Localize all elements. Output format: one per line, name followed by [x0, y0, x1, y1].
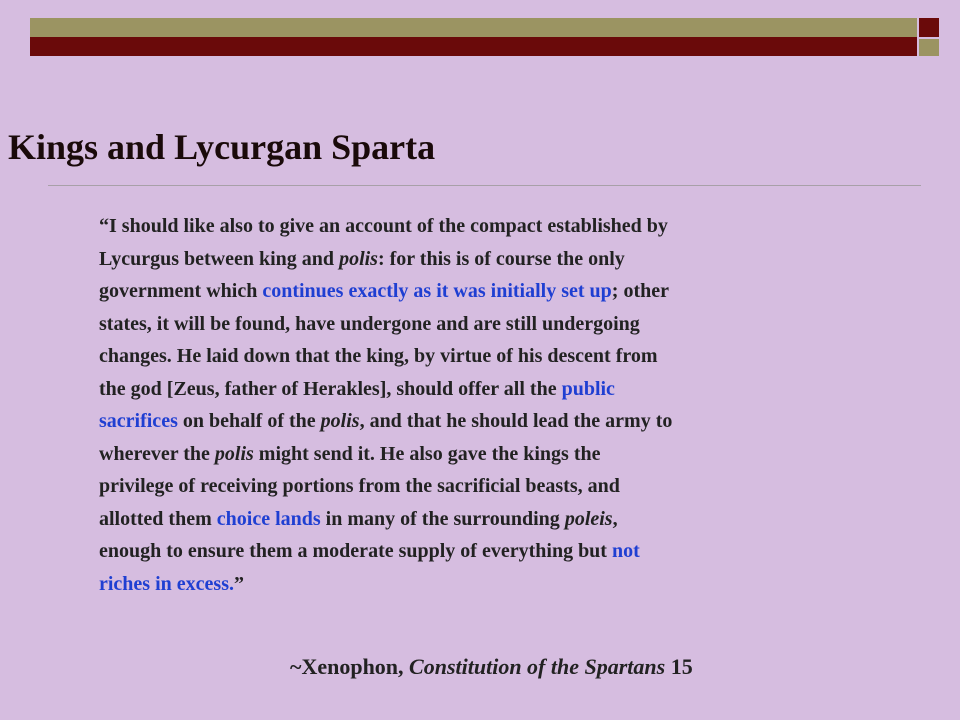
- quote-line: [99, 405, 869, 438]
- quote-text: ,: [612, 507, 618, 530]
- quote-line: [99, 275, 869, 308]
- quote-line: [99, 438, 869, 471]
- quote-text: on behalf of the: [177, 410, 321, 432]
- quote-highlight: choice lands: [216, 507, 321, 530]
- quote-text: Lycurgus between king and: [99, 247, 340, 270]
- quote-text: changes. He laid down that the king, by virtue of his descent from: [99, 345, 658, 367]
- quote-text: allotted them: [99, 507, 217, 530]
- quote-text: states, it will be found, have undergone and are still undergoing: [99, 312, 640, 335]
- quote-highlight: riches in excess.: [99, 572, 234, 595]
- quote-italic-term: polis: [339, 247, 378, 270]
- quote-text: “I should like also to give an account of the compact established by: [99, 215, 668, 237]
- quote-block: [99, 210, 869, 600]
- quote-text: might send it. He also gave the kings the: [253, 442, 601, 465]
- quote-italic-term: poleis: [564, 507, 613, 530]
- quote-line: [99, 503, 869, 536]
- quote-line: [99, 243, 869, 276]
- attribution-section: 15: [665, 654, 693, 679]
- slide-title: Kings and Lycurgan Sparta: [8, 127, 436, 167]
- quote-text: in many of the surrounding: [320, 507, 565, 530]
- quote-highlight: not: [611, 540, 640, 562]
- quote-line: [99, 308, 869, 341]
- attribution: [290, 654, 693, 680]
- title-divider: [48, 185, 921, 186]
- attribution-author: ~Xenophon,: [290, 654, 410, 679]
- quote-italic-term: polis: [320, 410, 360, 432]
- quote-highlight: public: [561, 377, 615, 400]
- quote-line: [99, 373, 869, 406]
- header-square-olive: [919, 39, 939, 56]
- quote-text: , and that he should lead the army to: [359, 410, 673, 432]
- header-bar-maroon: [30, 37, 917, 56]
- quote-text: the god [Zeus, father of Herakles], should offer all the: [99, 377, 562, 400]
- quote-italic-term: polis: [214, 442, 254, 465]
- quote-line: [99, 535, 869, 568]
- quote-text: government which: [99, 280, 263, 302]
- header-bar-olive: [30, 18, 917, 37]
- quote-text: privilege of receiving portions from the sacrificial beasts, and: [99, 475, 620, 497]
- quote-line: [99, 340, 869, 373]
- quote-text: ”: [233, 572, 244, 595]
- quote-text: ; other: [611, 280, 669, 302]
- quote-line: [99, 210, 869, 243]
- quote-text: enough to ensure them a moderate supply of everything but: [99, 540, 612, 562]
- quote-line: [99, 568, 869, 601]
- header-square-maroon: [919, 18, 939, 37]
- quote-text: wherever the: [99, 442, 215, 465]
- attribution-work: Constitution of the Spartans: [409, 654, 666, 679]
- quote-highlight: sacrifices: [99, 410, 178, 432]
- quote-text: : for this is of course the only: [377, 247, 625, 270]
- quote-highlight: continues exactly as it was initially set up: [262, 280, 612, 302]
- quote-line: [99, 470, 869, 503]
